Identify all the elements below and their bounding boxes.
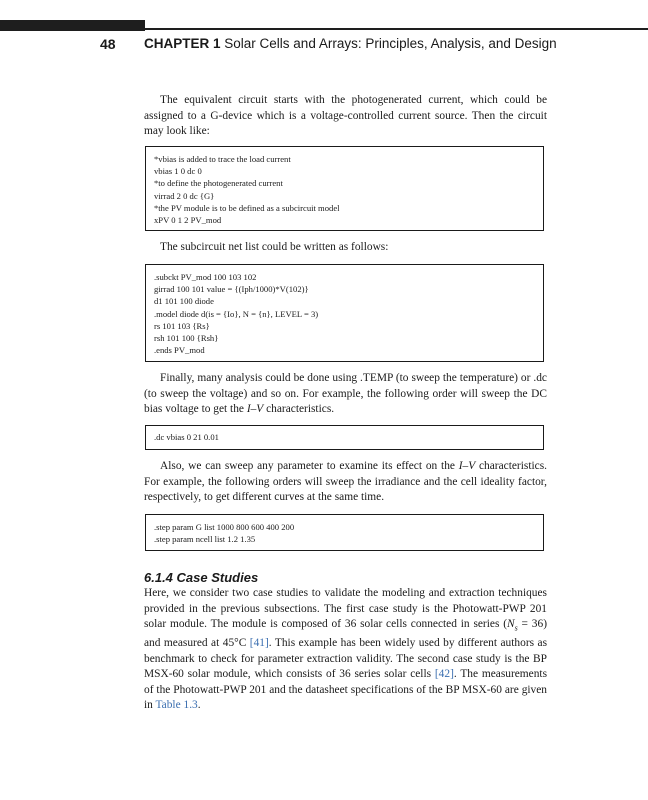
code-block-subcircuit: [145, 264, 544, 362]
chapter-title: Solar Cells and Arrays: Principles, Analysis, and Design: [224, 36, 557, 51]
code-line: .ends PV_mod: [154, 345, 205, 356]
code-line: .model diode d(is = {Io}, N = {n}, LEVEL = 3): [154, 308, 319, 319]
paragraph-text: characteristics. For example, the following orders will sweep the irradiance and the cell ideality factor, respectively, to get different curves at the same time.: [144, 460, 547, 504]
paragraph-case-studies: [144, 586, 547, 714]
code-line: rs 101 103 {Rs}: [154, 320, 210, 331]
citation-link-41[interactable]: [41]: [249, 637, 269, 650]
paragraph-text: Here, we consider two case studies to validate the modeling and extraction techniques provided in the previous subsections. The first case study is the Photowatt-PWP 201 solar module. The module is composed of 36 solar cells connected in series (: [144, 587, 547, 631]
code-line: girrad 100 101 value = {(Iph/1000)*V(102)}: [154, 284, 309, 295]
paragraph-text: = 36) and measured at 45°C: [144, 618, 547, 650]
code-block-step-param: [145, 514, 544, 551]
code-block-circuit: [145, 146, 544, 231]
paragraph-text: Also, we can sweep any parameter to examine its effect on the: [160, 460, 459, 472]
code-line: *to define the photogenerated current: [154, 178, 283, 189]
table-link[interactable]: Table 1.3: [155, 699, 198, 712]
paragraph-intro: The equivalent circuit starts with the photogenerated current, which could be assigned to a G-device which is a voltage-controlled current source. Then the circuit may look like:: [144, 94, 547, 138]
iv-symbol: I–V: [458, 460, 476, 472]
code-line: xPV 0 1 2 PV_mod: [154, 215, 222, 226]
paragraph-text: . The measurements of the Photowatt-PWP 201 and the datasheet specifications of the BP MSX-60 are given in: [144, 668, 548, 712]
ns-subscript: s: [514, 623, 518, 633]
code-line: .step param ncell list 1.2 1.35: [154, 534, 256, 545]
code-line: .step param G list 1000 800 600 400 200: [154, 522, 295, 532]
running-head: [144, 36, 557, 51]
code-line: *vbias is added to trace the load current: [154, 154, 291, 164]
code-line: .subckt PV_mod 100 103 102: [154, 272, 257, 282]
paragraph-sweep: [144, 459, 547, 506]
header-rule: [0, 28, 648, 30]
paragraph-text: .: [197, 699, 201, 712]
iv-symbol: I–V: [246, 403, 264, 416]
ns-symbol: [507, 618, 518, 633]
code-line: d1 101 100 diode: [154, 296, 214, 307]
paragraph-text: Finally, many analysis could be done using .TEMP (to sweep the temperature) or .dc (to sweep the voltage) and so on. For example, the following order will sweep the DC bias voltage to get the: [144, 372, 547, 416]
code-line: vbias 1 0 dc 0: [154, 166, 202, 177]
ns-letter: N: [507, 618, 515, 631]
code-line: virrad 2 0 dc {G}: [154, 190, 215, 201]
citation-link-42[interactable]: [42]: [434, 668, 454, 681]
chapter-label: CHAPTER 1: [144, 36, 221, 51]
code-block-dc-sweep: [145, 425, 544, 450]
paragraph-subcircuit: The subcircuit net list could be written as follows:: [160, 241, 389, 253]
page-number: 48: [100, 36, 116, 52]
code-line: *the PV module is to be defined as a subcircuit model: [154, 202, 340, 213]
paragraph-text: characteristics.: [263, 403, 335, 416]
paragraph-analysis: [144, 371, 547, 418]
code-line: .dc vbias 0 21 0.01: [154, 432, 219, 442]
code-line: rsh 101 100 {Rsh}: [154, 333, 219, 344]
paragraph-text: . This example has been widely used by different authors as benchmark to check for parameter extraction validity. The second case study is the BP MSX-60 solar module, which consists of 36 series solar cells: [144, 637, 548, 681]
section-heading: 6.1.4 Case Studies: [144, 570, 259, 585]
